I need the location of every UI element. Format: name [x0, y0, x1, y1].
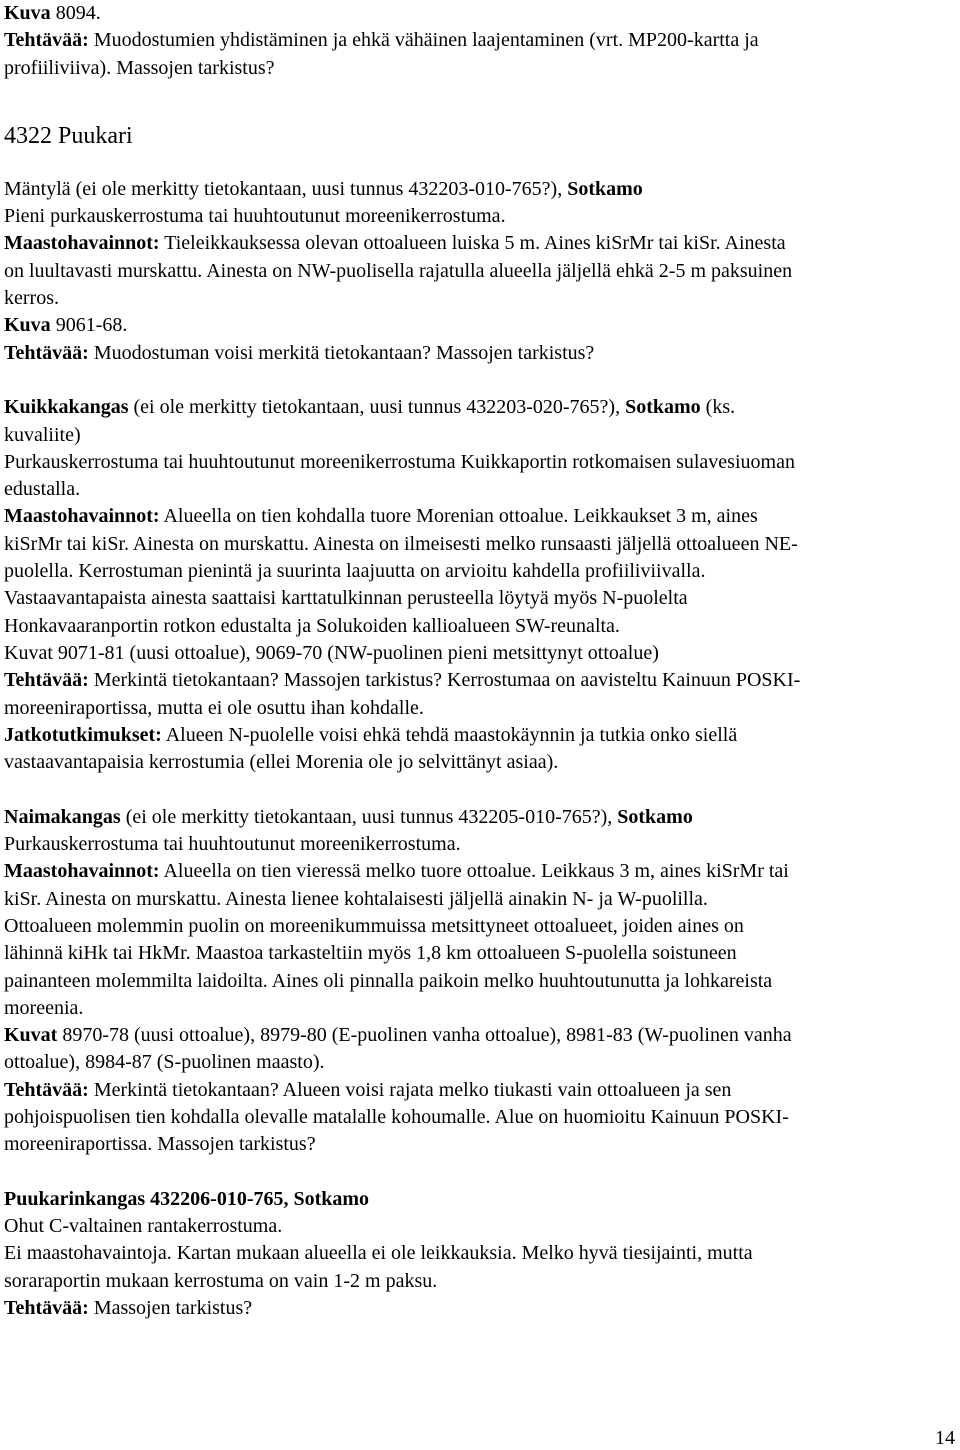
text-line	[4, 695, 952, 722]
text-run: Merkintä tietokantaan? Massojen tarkistus? Kerrostumaa on aavisteltu Kainuun POSKI-	[88, 669, 801, 692]
text-line	[4, 968, 952, 995]
text-line	[4, 1268, 952, 1295]
paragraph-gap	[4, 82, 952, 121]
text-run: Mäntylä (ei ole merkitty tietokantaan, uusi tunnus 432203-010-765?),	[4, 177, 568, 200]
bold-label: Kuikkakangas	[4, 396, 129, 419]
bold-label: Sotkamo	[617, 805, 693, 828]
text-line	[4, 667, 952, 694]
text-run: Tieleikkauksessa olevan ottoalueen luiska 5 m. Aines kiSrMr tai kiSr. Ainesta	[159, 232, 786, 255]
text-line	[4, 858, 952, 885]
text-run: Ohut C-valtainen rantakerrostuma.	[4, 1215, 283, 1238]
text-line	[4, 1131, 952, 1158]
text-run: kiSr. Ainesta on murskattu. Ainesta lienee kohtalaisesti jäljellä ainakin N- ja W-puolilla.	[4, 887, 708, 910]
text-line	[4, 1295, 952, 1322]
text-line	[4, 1186, 952, 1213]
bold-label: Puukarinkangas 432206-010-765, Sotkamo	[4, 1187, 370, 1210]
text-line	[4, 1049, 952, 1076]
text-run: (ks.	[700, 396, 736, 419]
text-run: puolella. Kerrostuman pienintä ja suurinta laajuutta on arvioitu kahdella profiiliviivalla.	[4, 560, 706, 583]
text-run: (ei ole merkitty tietokantaan, uusi tunnus 432205-010-765?),	[120, 805, 618, 828]
text-line	[4, 203, 952, 230]
bold-label: Tehtävää:	[4, 1297, 89, 1320]
text-run: (ei ole merkitty tietokantaan, uusi tunnus 432203-020-765?),	[128, 396, 626, 419]
text-run: Ottoalueen molemmin puolin on moreenikummuissa metsittyneet ottoalueet, joiden aines on	[4, 914, 744, 937]
bold-label: Tehtävää:	[4, 29, 89, 52]
text-run: Massojen tarkistus?	[88, 1297, 253, 1320]
text-run: moreeniraportissa. Massojen tarkistus?	[4, 1133, 316, 1156]
bold-label: Kuvat	[4, 1024, 58, 1047]
bold-label: Jatkotutkimukset:	[4, 723, 162, 746]
paragraph-gap	[4, 1159, 952, 1186]
text-line	[4, 1213, 952, 1240]
text-line	[4, 312, 952, 339]
text-run: Alueen N-puolelle voisi ehkä tehdä maastokäynnin ja tutkia onko siellä	[161, 723, 738, 746]
text-run: Ei maastohavaintoja. Kartan mukaan alueella ei ole leikkauksia. Melko hyvä tiesijainti, mutta	[4, 1242, 753, 1265]
text-line	[4, 476, 952, 503]
text-line	[4, 230, 952, 257]
text-run: moreenia.	[4, 996, 84, 1019]
bold-label: Sotkamo	[625, 396, 701, 419]
bold-label: Tehtävää:	[4, 1078, 89, 1101]
text-line	[4, 394, 952, 421]
text-run: pohjoispuolisen tien kohdalla olevalle matalalle kohoumalle. Alue on huomioitu Kainuun POSKI-	[4, 1105, 789, 1128]
paragraph-gap	[4, 367, 952, 394]
text-run: Pieni purkauskerrostuma tai huuhtoutunut moreenikerrostuma.	[4, 205, 506, 228]
bold-label: Kuva	[4, 2, 51, 24]
bold-label: Maastohavainnot:	[4, 505, 160, 528]
text-line	[4, 27, 952, 54]
text-line	[4, 503, 952, 530]
text-line	[4, 1077, 952, 1104]
text-run: profiiliviiva). Massojen tarkistus?	[4, 56, 275, 79]
text-run: Alueella on tien vieressä melko tuore ottoalue. Leikkaus 3 m, aines kiSrMr tai	[159, 860, 789, 883]
text-run: Merkintä tietokantaan? Alueen voisi rajata melko tiukasti vain ottoalueen ja sen	[88, 1078, 732, 1101]
text-line	[4, 913, 952, 940]
text-run: on luultavasti murskattu. Ainesta on NW-puolisella rajatulla alueella jäljellä ehkä 2-5 m paksuinen	[4, 259, 793, 282]
text-line	[4, 585, 952, 612]
text-line	[4, 940, 952, 967]
text-run: Purkauskerrostuma tai huuhtoutunut moreenikerrostuma Kuikkaportin rotkomaisen sulavesiuoman	[4, 450, 795, 473]
paragraph-gap	[4, 776, 952, 803]
text-run: soraraportin mukaan kerrostuma on vain 1-2 m paksu.	[4, 1269, 438, 1292]
text-line	[4, 531, 952, 558]
text-line	[4, 258, 952, 285]
text-line	[4, 831, 952, 858]
text-line	[4, 995, 952, 1022]
text-run: ottoalue), 8984-87 (S-puolinen maasto).	[4, 1051, 325, 1074]
text-run: painanteen molemmilta laidoilta. Aines oli pinnalla paikoin melko huuhtoutunutta ja lohkareista	[4, 969, 773, 992]
text-run: kerros.	[4, 287, 59, 310]
bold-label: Maastohavainnot:	[4, 232, 160, 255]
bold-label: Kuva	[4, 314, 51, 337]
bold-label: Tehtävää:	[4, 669, 89, 692]
text-line	[4, 886, 952, 913]
document-page	[4, 0, 952, 1322]
bold-label: Naimakangas	[4, 805, 121, 828]
text-line	[4, 422, 952, 449]
text-run: Honkavaaranportin rotkon edustalta ja Solukoiden kallioalueen SW-reunalta.	[4, 614, 620, 637]
text-run: kuvaliite)	[4, 423, 81, 446]
text-line	[4, 558, 952, 585]
page-number: 14	[935, 1427, 955, 1449]
text-line	[4, 340, 952, 367]
text-run: kiSrMr tai kiSr. Ainesta on murskattu. Ainesta on ilmeisesti melko runsaasti jäljellä ottoalueen NE-	[4, 532, 798, 555]
text-run: Kuvat 9071-81 (uusi ottoalue), 9069-70 (NW-puolinen pieni metsittynyt ottoalue)	[4, 641, 659, 664]
text-line	[4, 749, 952, 776]
text-line	[4, 1240, 952, 1267]
text-line	[4, 0, 952, 27]
bold-label: Tehtävää:	[4, 341, 89, 364]
text-run: 9061-68.	[50, 314, 128, 337]
bold-label: Maastohavainnot:	[4, 860, 160, 883]
paragraph-gap	[4, 151, 952, 176]
text-line	[4, 722, 952, 749]
bold-label: Sotkamo	[567, 177, 643, 200]
text-run: Vastaavantapaista ainesta saattaisi karttatulkinnan perusteella löytyä myös N-puolelta	[4, 587, 688, 610]
text-run: Muodostuman voisi merkitä tietokantaan? Massojen tarkistus?	[88, 341, 595, 364]
text-run: 8970-78 (uusi ottoalue), 8979-80 (E-puolinen vanha ottoalue), 8981-83 (W-puolinen vanha	[57, 1024, 792, 1047]
text-line	[4, 55, 952, 82]
text-run: Muodostumien yhdistäminen ja ehkä vähäinen laajentaminen (vrt. MP200-kartta ja	[88, 29, 759, 52]
text-line	[4, 1104, 952, 1131]
text-line	[4, 640, 952, 667]
text-run: moreeniraportissa, mutta ei ole osuttu ihan kohdalle.	[4, 696, 424, 719]
text-run: Purkauskerrostuma tai huuhtoutunut moreenikerrostuma.	[4, 833, 461, 856]
text-line	[4, 1022, 952, 1049]
text-run: edustalla.	[4, 478, 81, 501]
text-run: 8094.	[50, 2, 101, 24]
text-run: lähinnä kiHk tai HkMr. Maastoa tarkasteltiin myös 1,8 km ottoalueen S-puolella soistuneen	[4, 942, 737, 965]
text-line	[4, 176, 952, 203]
text-line	[4, 285, 952, 312]
text-line	[4, 613, 952, 640]
text-run: Alueella on tien kohdalla tuore Morenian ottoalue. Leikkaukset 3 m, aines	[159, 505, 758, 528]
text-line	[4, 804, 952, 831]
text-line	[4, 449, 952, 476]
text-run: vastaavantapaisia kerrostumia (ellei Morenia ole jo selvittänyt asiaa).	[4, 751, 559, 774]
section-heading: 4322 Puukari	[4, 122, 133, 149]
